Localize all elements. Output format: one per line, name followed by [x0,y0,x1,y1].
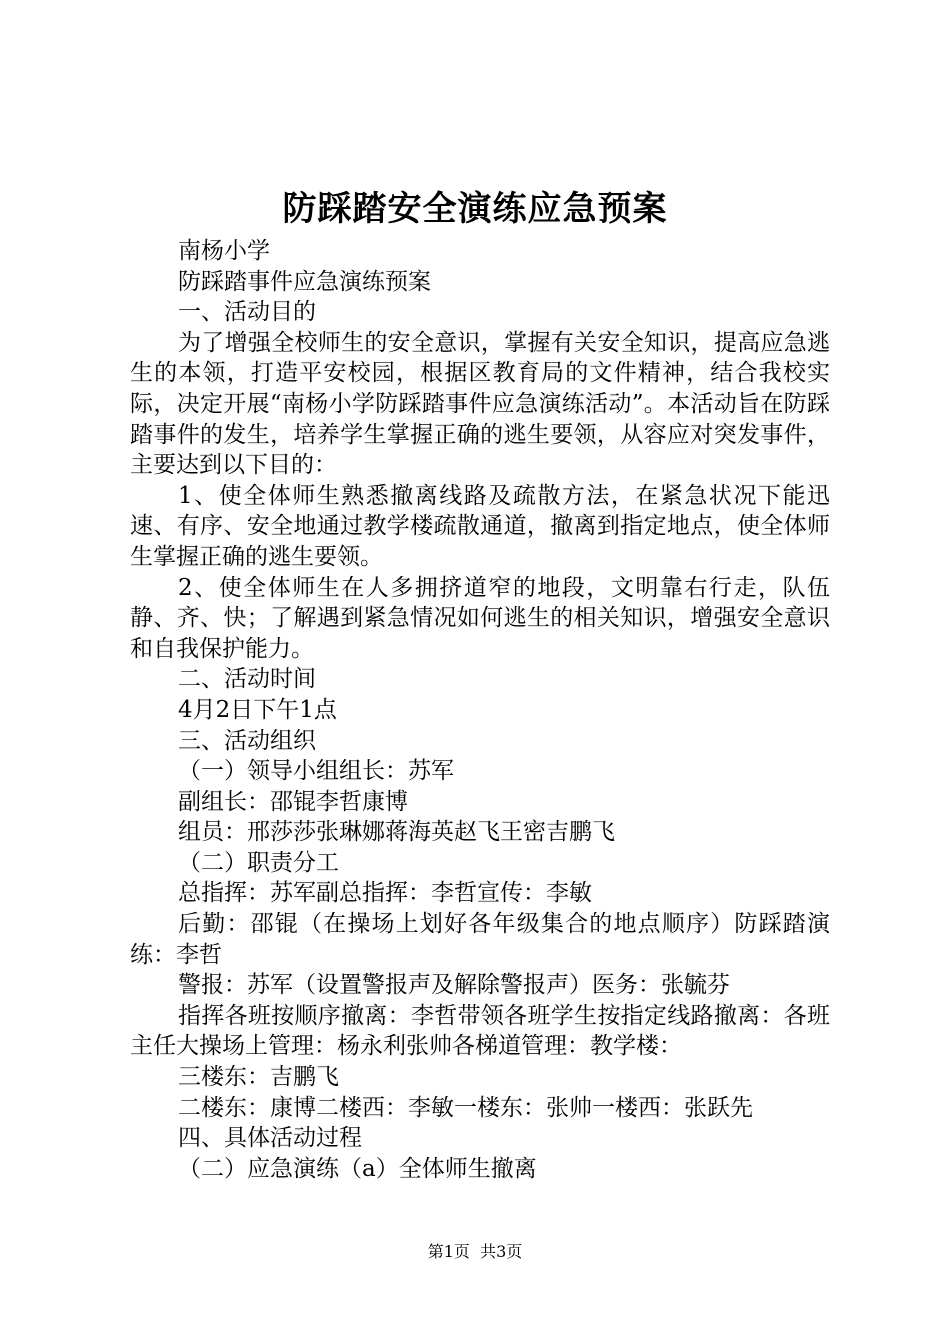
paragraph-goal-1: 1、使全体师生熟悉撤离线路及疏散方法，在紧急状况下能迅速、有序、安全地通过教学楼疏散通道，撤离到指定地点，使全体师生掌握正确的逃生要领。 [130,482,830,570]
heading-duties: （二）职责分工 [178,849,339,876]
paragraph-purpose: 为了增强全校师生的安全意识，掌握有关安全知识，提高应急逃生的本领，打造平安校园，根据区教育局的文件精神，结合我校实际，决定开展“南杨小学防踩踏事件应急演练活动”。本活动旨在防踩踏事件的发生，培养学生掌握正确的逃生要领，从容应对突发事件，主要达到以下目的： [130,329,830,479]
paragraph-plan-name: 防踩踏事件应急演练预案 [178,268,431,295]
paragraph-school-name: 南杨小学 [178,238,270,264]
heading-time: 二、活动时间 [178,666,316,693]
paragraph-leader: （一）领导小组组长：苏军 [178,758,454,785]
paragraph-goal-2: 2、使全体师生在人多拥挤道窄的地段，文明靠右行走，队伍静、齐、快；了解遇到紧急情况如何逃生的相关知识，增强安全意识和自我保护能力。 [130,574,830,662]
paragraph-drill: （二）应急演练（a）全体师生撤离 [178,1155,537,1182]
heading-purpose: 一、活动目的 [178,299,316,326]
heading-process: 四、具体活动过程 [178,1125,362,1152]
document-body [130,236,830,1184]
paragraph-deputy: 副组长：邵锟李哲康博 [178,788,408,815]
heading-organization: 三、活动组织 [178,727,316,754]
paragraph-evacuation: 指挥各班按顺序撤离：李哲带领各班学生按指定线路撤离：各班主任大操场上管理：杨永利张帅各梯道管理：教学楼： [130,1002,830,1060]
paragraph-time: 4月2日下午1点 [178,696,337,723]
paragraph-floor-3: 三楼东：吉鹏飞 [178,1064,339,1091]
paragraph-members: 组员：邢莎莎张琳娜蒋海英赵飞王密吉鹏飞 [178,819,615,846]
paragraph-logistics: 后勤：邵锟（在操场上划好各年级集合的地点顺序）防踩踏演练：李哲 [130,911,830,968]
document-title: 防踩踏安全演练应急预案 [282,189,668,229]
paragraph-floors-1-2: 二楼东：康博二楼西：李敏一楼东：张帅一楼西：张跃先 [178,1094,753,1121]
paragraph-alarm: 警报：苏军（设置警报声及解除警报声）医务：张毓芬 [178,972,730,999]
paragraph-commanders: 总指挥：苏军副总指挥：李哲宣传：李敏 [178,880,592,907]
page-footer: 第1页 共3页 [427,1242,523,1261]
